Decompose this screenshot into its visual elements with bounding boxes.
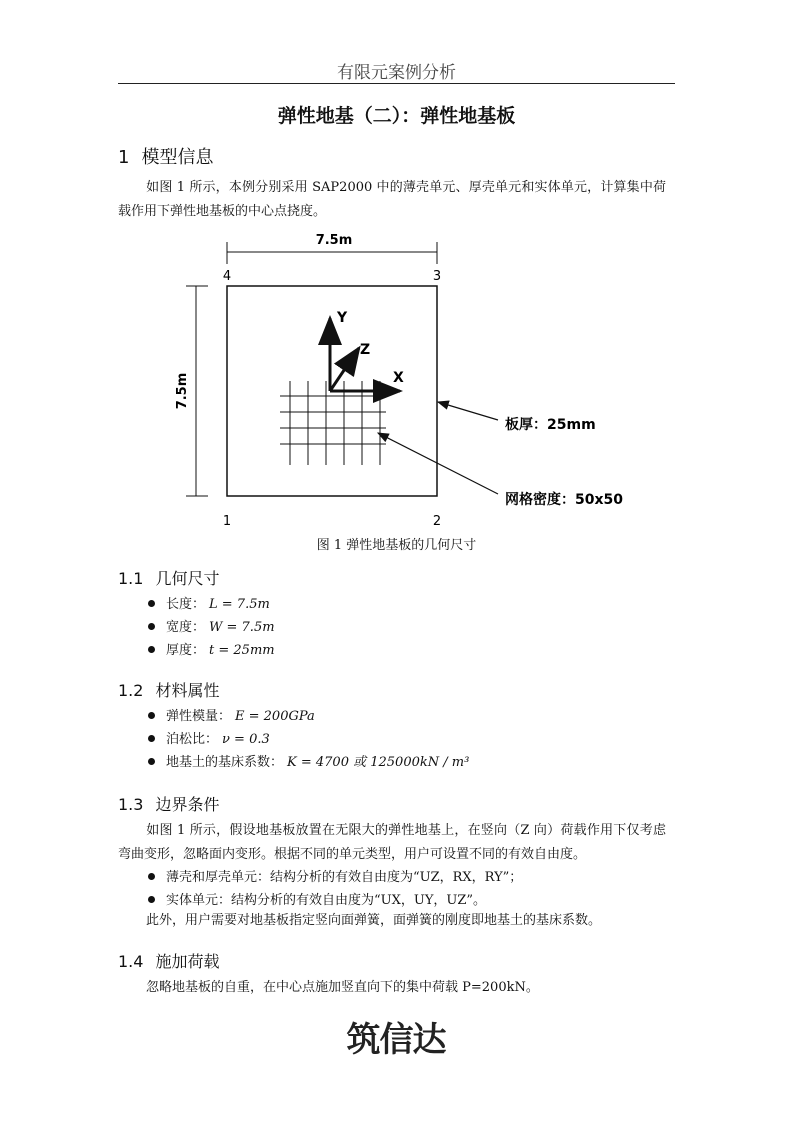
figure-caption: 图 1 弹性地基板的几何尺寸 — [316, 538, 477, 553]
axis-z-label: Z — [360, 342, 371, 358]
section-number: 1.2 — [118, 681, 144, 700]
bullet-icon — [148, 646, 155, 653]
bullet-icon — [148, 896, 155, 903]
list-item: 弹性模量： E = 200GPa — [148, 705, 469, 728]
paragraph-text: 此外，用户需要对地基板指定竖向面弹簧，面弹簧的刚度即地基土的基床系数。 — [146, 913, 602, 928]
paragraph-text: 如图 1 所示，假设地基板放置在无限大的弹性地基上，在竖向（Z 向）荷载作用下仅考虑弯曲变形，忽略面内变形。根据不同的单元类型，用户可设置不同的有效自由度。 — [118, 823, 666, 862]
plate-geometry-figure — [160, 228, 640, 532]
section-title: 施加荷载 — [155, 952, 220, 971]
section-1-4-heading — [118, 949, 219, 972]
section-title: 几何尺寸 — [155, 569, 220, 588]
document-title: 弹性地基（二）：弹性地基板 — [277, 105, 516, 127]
corner-label-2: 2 — [432, 514, 442, 528]
mesh-grid — [280, 381, 386, 465]
axis-y-label: Y — [337, 310, 348, 326]
section-1-heading — [118, 143, 213, 169]
axis-x-label: X — [393, 370, 404, 386]
list-item: 薄壳和厚壳单元：结构分析的有效自由度为“UZ，RX，RY”； — [148, 866, 522, 889]
section-number: 1.4 — [118, 952, 144, 971]
paragraph-text: 如图 1 所示，本例分别采用 SAP2000 中的薄壳单元、厚壳单元和实体单元，计算集中荷载作用下弹性地基板的中心点挠度。 — [118, 180, 666, 219]
dof-list — [148, 866, 522, 912]
thickness-label: 板厚：25mm — [505, 417, 596, 433]
section-1-2-heading — [118, 678, 219, 701]
section-title: 模型信息 — [141, 147, 214, 168]
list-item: 地基土的基床系数： K = 4700 或 125000kN / m³ — [148, 751, 469, 774]
dim-left-label: 7.5m — [175, 372, 190, 410]
list-item: 厚度： t = 25mm — [148, 639, 275, 662]
section-number: 1.3 — [118, 795, 144, 814]
geometry-list — [148, 593, 275, 662]
list-item: 长度： L = 7.5m — [148, 593, 275, 616]
section-1-4-paragraph — [118, 976, 666, 1000]
paragraph-text: 忽略地基板的自重，在中心点施加竖直向下的集中荷载 P=200kN。 — [146, 980, 539, 995]
section-number: 1.1 — [118, 569, 144, 588]
corner-label-1: 1 — [222, 514, 232, 528]
mesh-density-label: 网格密度：50x50 — [505, 492, 623, 508]
company-logo: 筑信达 — [346, 1020, 446, 1060]
dim-top-label: 7.5m — [315, 233, 353, 248]
mesh-callout-arrow — [378, 433, 498, 494]
list-item: 宽度： W = 7.5m — [148, 616, 275, 639]
material-list — [148, 705, 469, 774]
page-header: 有限元案例分析 — [337, 63, 456, 83]
bullet-icon — [148, 712, 155, 719]
corner-label-3: 3 — [432, 269, 442, 284]
list-item: 泊松比： ν = 0.3 — [148, 728, 469, 751]
bullet-icon — [148, 735, 155, 742]
bullet-icon — [148, 600, 155, 607]
section-1-3-paragraph-2 — [118, 909, 666, 933]
section-number: 1 — [118, 147, 130, 168]
section-1-paragraph — [118, 176, 666, 224]
header-divider — [118, 83, 675, 84]
bullet-icon — [148, 873, 155, 880]
section-1-1-heading — [118, 566, 219, 589]
bullet-icon — [148, 623, 155, 630]
section-1-3-heading — [118, 792, 219, 815]
section-1-3-paragraph — [118, 819, 666, 867]
section-title: 材料属性 — [155, 681, 220, 700]
bullet-icon — [148, 758, 155, 765]
list-item: 实体单元：结构分析的有效自由度为“UX，UY，UZ”。 — [148, 889, 522, 912]
thickness-callout-arrow — [438, 402, 498, 420]
corner-label-4: 4 — [222, 269, 232, 284]
section-title: 边界条件 — [155, 795, 220, 814]
